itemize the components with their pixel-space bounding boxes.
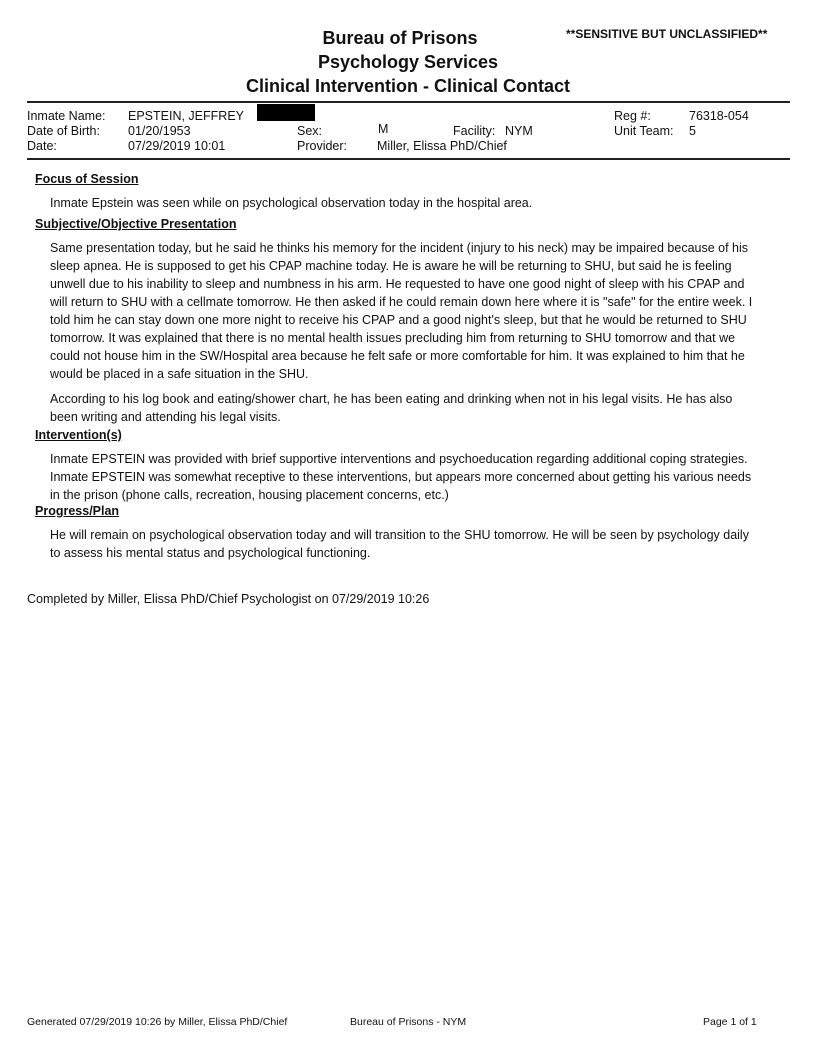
reg-value: 76318-054 xyxy=(689,109,749,123)
subjective-body: Same presentation today, but he said he thinks his memory for the incident (injury to his neck) may be impaired because of his sleep apnea. He is supposed to get his CPAP machine today. He is aware he will be returning to SHU, but said he is feeling unwell due to his inability to sleep and numbness in his arm. He requested to have one good night of sleep with his CPAP and will return to SHU with a cellmate tomorrow. He then asked if he could remain down here where it is "safe" for the entire week. I told him he can stay down one more night to receive his CPAP and a good night's sleep, but that he would be returned to SHU tomorrow. It was explained that there is no mental health issues precluding him from returning to SHU tomorrow and that we could not house him in the SW/Hospital area because he felt safe or more comfortable for him. It was explained to him that he would be placed in a safe situation in the SHU. xyxy=(50,241,753,381)
facility-value: NYM xyxy=(505,124,533,138)
footer-page: Page 1 of 1 xyxy=(703,1016,757,1028)
focus-body: Inmate Epstein was seen while on psychological observation today in the hospital area. xyxy=(50,196,533,210)
dob-value: 01/20/1953 xyxy=(128,124,191,138)
department-title: Psychology Services xyxy=(317,52,499,72)
document-title: Clinical Intervention - Clinical Contact xyxy=(245,76,571,96)
intervention-heading: Intervention(s) xyxy=(35,428,122,442)
unit-team-label: Unit Team: xyxy=(614,124,674,138)
sex-label: Sex: xyxy=(297,124,323,138)
classification-banner: **SENSITIVE BUT UNCLASSIFIED** xyxy=(566,27,768,41)
footer-generated: Generated 07/29/2019 10:26 by Miller, Elissa PhD/Chief xyxy=(27,1016,288,1028)
unit-team-value: 5 xyxy=(689,124,696,138)
facility-label: Facility: xyxy=(453,124,496,138)
plan-body: He will remain on psychological observation today and will transition to the SHU tomorrow. He will be seen by psychology daily to assess his mental status and psychological functioning. xyxy=(50,528,749,560)
plan-heading: Progress/Plan xyxy=(35,504,120,518)
subjective-body-2: According to his log book and eating/shower chart, he has been eating and drinking when not in his legal visits. He has also been writing and attending his legal visits. xyxy=(50,392,733,424)
completed-by: Completed by Miller, Elissa PhD/Chief Psychologist on 07/29/2019 10:26 xyxy=(27,592,430,606)
dob-label: Date of Birth: xyxy=(27,124,100,138)
subjective-heading: Subjective/Objective Presentation xyxy=(35,217,237,231)
header-top-rule xyxy=(27,101,790,103)
intervention-body: Inmate EPSTEIN was provided with brief supportive interventions and psychoeducation regarding additional coping strategies. Inmate EPSTEIN was somewhat receptive to these interventions, but appears more concerned about getting his various needs in the prison (phone calls, recreation, housing placement concerns, etc.) xyxy=(50,452,752,502)
focus-heading: Focus of Session xyxy=(35,172,139,186)
date-label: Date: xyxy=(27,139,57,153)
inmate-name-value: EPSTEIN, JEFFREY xyxy=(128,109,244,123)
reg-label: Reg #: xyxy=(614,109,651,123)
provider-label: Provider: xyxy=(297,139,348,153)
date-value: 07/29/2019 10:01 xyxy=(128,139,226,153)
agency-title: Bureau of Prisons xyxy=(322,28,478,48)
footer-source: Bureau of Prisons - NYM xyxy=(350,1016,467,1028)
inmate-name-label: Inmate Name: xyxy=(27,109,106,123)
provider-value: Miller, Elissa PhD/Chief xyxy=(377,139,507,153)
sex-value: M xyxy=(378,122,389,136)
redaction-box xyxy=(257,104,315,121)
header-bottom-rule xyxy=(27,158,790,160)
